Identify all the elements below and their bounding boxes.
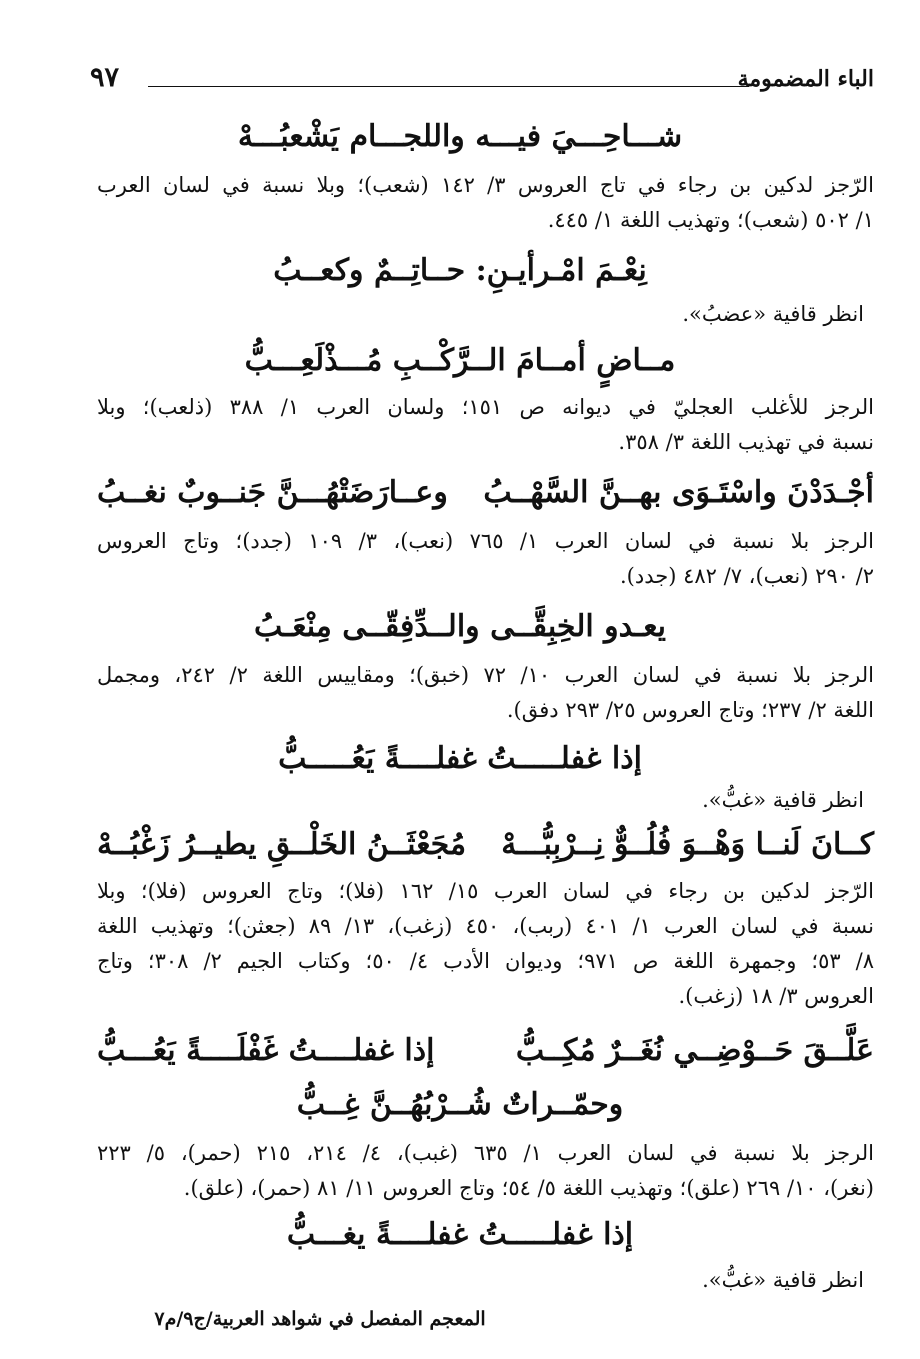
citation-line: الرجز بلا نسبة في لسان العرب ١٠/ ٧٢ (خبق)؛ ومقاييس اللغة ٢/ ٢٤٢، ومجمل xyxy=(97,663,874,687)
citation-line: نسبة في لسان العرب ١/ ٤٠١ (ربب)، ٤٥٠ (زغب)، ١٣/ ٨٩ (جعثن)؛ وتهذيب اللغة xyxy=(97,914,874,938)
verse: إذا غفلـــــتُ غفلــــةً يغـــبُّ xyxy=(286,1217,634,1252)
citation-line: الرجز بلا نسبة في لسان العرب ١/ ٦٣٥ (غبب)، ٤/ ٢١٤، ٢١٥ (حمر)، ٥/ ٢٢٣ xyxy=(97,1141,874,1165)
citation-line: العروس ٣/ ١٨ (زغب). xyxy=(678,984,874,1008)
citation-line: الرّجز لدكين بن رجاء في تاج العروس ٣/ ١٤٢ (شعب)؛ وبلا نسبة في لسان العرب xyxy=(97,173,874,197)
citation-line: نسبة في تهذيب اللغة ٣/ ٣٥٨. xyxy=(618,430,874,454)
citation xyxy=(97,658,874,728)
verse: يعـدو الخِبِقَّــى والــدِّفِقّــى مِنْعَـبُ xyxy=(253,609,667,644)
citation xyxy=(97,1136,874,1206)
citation-line: ٢/ ٢٩٠ (نعب)، ٧/ ٤٨٢ (جدد). xyxy=(620,564,874,588)
verse-second-hemistich: إذا غفلــــتُ غَفْلَــــةً يَعُـــبُّ xyxy=(97,1033,435,1068)
citation-line: الرجز للأغلب العجليّ في ديوانه ص ١٥١؛ ولسان العرب ١/ ٣٨٨ (ذلعب)؛ وبلا xyxy=(97,395,874,419)
citation-line: (نغر)، ١٠/ ٢٦٩ (علق)؛ وتهذيب اللغة ٥/ ٥٤؛ وتاج العروس ١١/ ٨١ (حمر)، (علق). xyxy=(183,1176,874,1200)
page-header xyxy=(90,62,874,102)
verse-couplet xyxy=(97,475,874,512)
verse: مــاضٍ أمــامَ الــرَّكْــبِ مُـــذْلَعِـــبُّ xyxy=(244,343,676,378)
citation-line: ٨/ ٥٣؛ وجمهرة اللغة ص ٩٧١؛ وديوان الأدب ٤/ ٥٠؛ وكتاب الجيم ٢/ ٣٠٨؛ وتاج xyxy=(97,949,874,973)
verse-couplet xyxy=(97,1033,874,1070)
cross-reference: انظر قافية «غبُّ». xyxy=(702,788,864,812)
citation-line: الرّجز لدكين بن رجاء في لسان العرب ١٥/ ١٦٢ (فلا)؛ وتاج العروس (فلا)؛ وبلا xyxy=(97,879,874,903)
citation xyxy=(97,390,874,460)
page-footer: المعجم المفصل في شواهد العربية/ج٩/م٧ xyxy=(154,1308,486,1330)
verse-first-hemistich: كــانَ لَنــا وَهْــوَ فُلُــوٌّ نِــرْبِبُّـــهْ xyxy=(501,827,874,862)
citation-line: اللغة ٢/ ٢٣٧؛ وتاج العروس ٢٥/ ٢٩٣ دفق). xyxy=(506,698,874,722)
page-number: ٩٧ xyxy=(90,62,120,93)
citation xyxy=(97,524,874,594)
verse: إذا غفلـــــتُ غفلــــةً يَعُـــــبُّ xyxy=(278,741,642,776)
verse-couplet xyxy=(97,827,874,864)
cross-reference: انظر قافية «غبُّ». xyxy=(702,1268,864,1292)
verse-continuation: وحمّــراتٌ شُــرْبُهُــنَّ غِــبُّ xyxy=(296,1087,624,1122)
citation-line: ١/ ٥٠٢ (شعب)؛ وتهذيب اللغة ١/ ٤٤٥. xyxy=(547,208,874,232)
verse: شـــاحِـــيَ فيـــه واللجـــام يَشْعبُـــهْ xyxy=(237,119,683,154)
verse-second-hemistich: مُجَعْثَــنُ الخَلْــقِ يطيــرُ زَغْبُــهْ xyxy=(97,827,467,862)
section-title: الباء المضمومة xyxy=(737,66,874,92)
citation xyxy=(97,168,874,238)
verse: نِعْـمَ امْـرأيـنِ: حــاتِــمٌ وكعــبُ xyxy=(273,253,647,288)
header-rule xyxy=(148,86,749,87)
verse-first-hemistich: عَلَّــقَ حَــوْضِــي نُغَــرٌ مُكِــبُّ xyxy=(515,1033,874,1068)
verse-first-hemistich: أجْـدَدْنَ واسْتَـوَى بهــنَّ السَّهْــبُ xyxy=(483,475,874,510)
cross-reference: انظر قافية «عضبُ». xyxy=(682,302,864,326)
verse-second-hemistich: وعــارَضَتْهُـــنَّ جَنــوبٌ نغــبُ xyxy=(97,475,448,510)
citation xyxy=(97,874,874,1014)
citation-line: الرجز بلا نسبة في لسان العرب ١/ ٧٦٥ (نعب)، ٣/ ١٠٩ (جدد)؛ وتاج العروس xyxy=(97,529,874,553)
